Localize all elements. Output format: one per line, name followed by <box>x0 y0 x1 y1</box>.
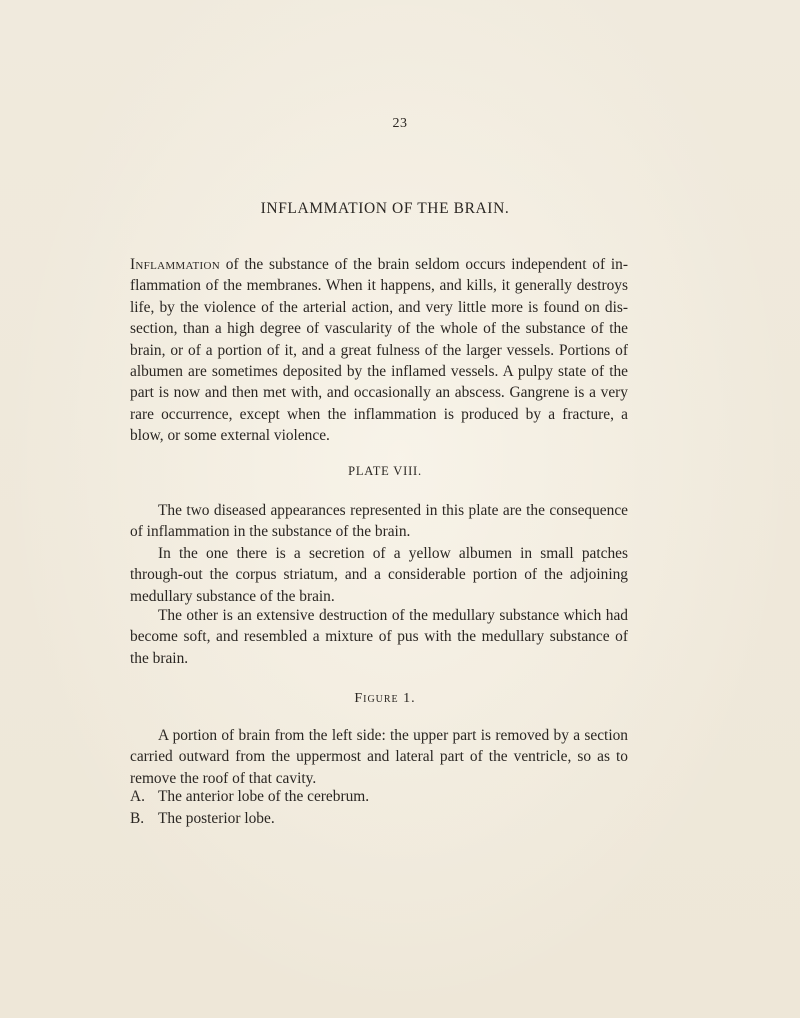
plate-paragraph-1: The two diseased appearances represented in this plate are the consequence of inflammation in the substance of the brain. <box>130 502 628 541</box>
intro-lead-word: Inflammation <box>130 256 221 273</box>
page-number: 23 <box>392 116 408 131</box>
plate-paragraph-3: The other is an extensive destruction of the medullary substance which had become soft, and resembled a mixture of pus with the medullary substance of the brain. <box>130 607 628 667</box>
figure-item-a <box>130 786 630 807</box>
figure-item-key: B. <box>130 810 145 827</box>
page-title: INFLAMMATION OF THE BRAIN. <box>260 200 510 217</box>
intro-paragraph <box>130 254 628 447</box>
plate-paragraph-2: In the one there is a secretion of a yellow albumen in small patches through-out the corpus striatum, and a considerable portion of the adjoining medullary substance of the brain. <box>130 545 628 605</box>
figure-heading: Figure 1. <box>354 691 416 706</box>
plate-heading: PLATE VIII. <box>348 464 422 478</box>
figure-item-b <box>130 808 630 829</box>
intro-text: of the substance of the brain seldom occurs independent of in-flammation of the membranes. When it happens, and kills, it generally destroys life, by the violence of the arterial action, and very little more is found on dis-section, than a high degree of vascularity of the whole of the substance of the brain, or of a portion of it, and a great fulness of the larger vessels. Portions of albumen are sometimes deposited by the inflamed vessels. A pulpy state of the part is now and then met with, and occasionally an abscess. Gangrene is a very rare occurrence, except when the inflammation is produced by a fracture, a blow, or some external violence. <box>130 256 628 445</box>
figure-item-key: A. <box>130 788 145 805</box>
figure-paragraph: A portion of brain from the left side: the upper part is removed by a section carried outward from the uppermost and lateral part of the ventricle, so as to remove the roof of that cavity. <box>130 727 628 787</box>
figure-item-text: The anterior lobe of the cerebrum. <box>158 788 370 805</box>
figure-item-text: The posterior lobe. <box>158 810 275 827</box>
